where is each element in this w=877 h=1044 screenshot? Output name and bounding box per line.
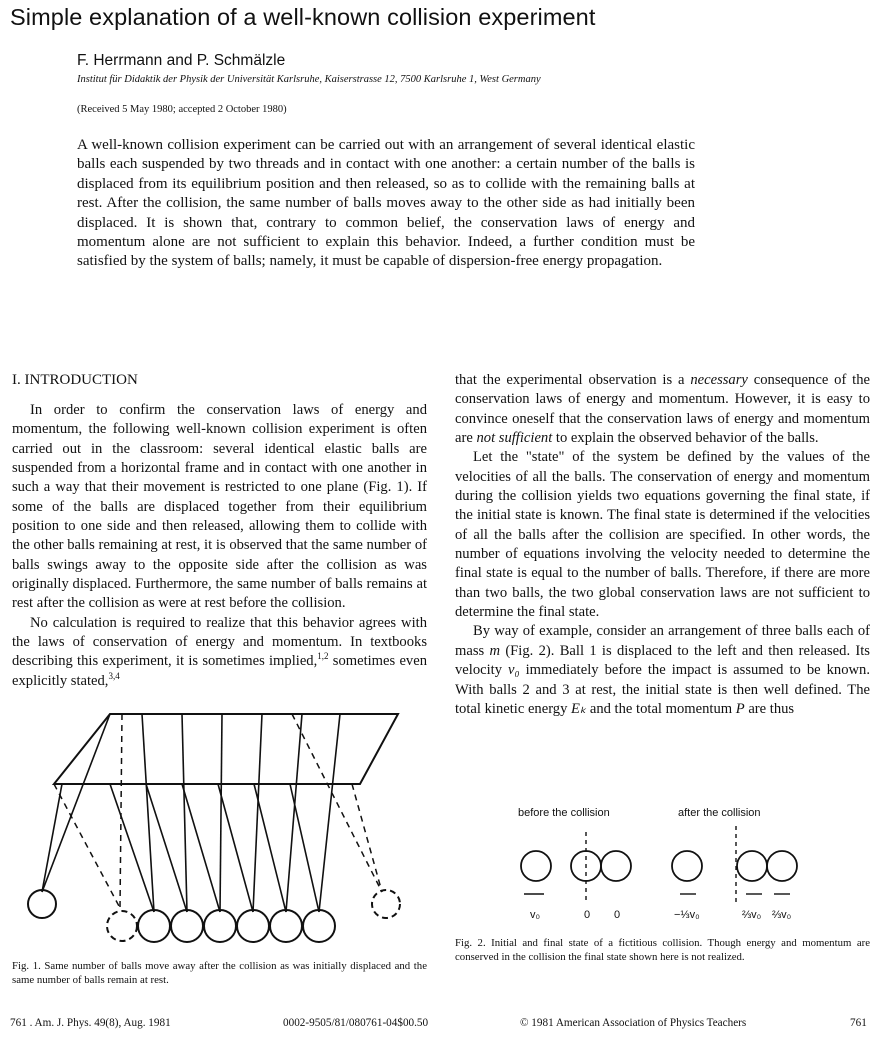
figure-1-caption: Fig. 1. Same number of balls move away after the collision as was initially displaced and the same number of balls remain at rest. <box>12 960 427 986</box>
text-run: are thus <box>744 700 795 717</box>
emphasis-not-sufficient: not sufficient <box>476 430 553 447</box>
ball-1-after <box>672 851 702 881</box>
text-run: By way of example, consider an arrangement of three balls each of mass <box>455 623 870 659</box>
dashed-ball-left <box>107 911 137 941</box>
abstract: A well-known collision experiment can be carried out with an arrangement of several identical elastic balls each suspended by two threads and in contact with one another: a certain number of the balls is displaced from its equilibrium position and then released, so as to collide with the remaining balls at rest. After the collision, the same number of balls moves away to the other side as had initially been displaced. It is shown that, contrary to common belief, the conservation laws of energy and momentum alone are not sufficient to explain this behavior. Indeed, a further condition must be satisfied by the system of balls; namely, it must be capable of dispersion-free energy propagation. <box>77 137 695 270</box>
text-run: to explain the observed behavior of the balls. <box>552 430 819 447</box>
intro-paragraph-2 <box>12 614 427 691</box>
resting-balls <box>138 910 335 942</box>
figure-2-caption: Fig. 2. Initial and final state of a fictitious collision. Though energy and momentum are conserved in the collision the final state shown here is not realized. <box>455 937 870 963</box>
dashed-ball-right <box>372 890 400 918</box>
ref-3-4: 3,4 <box>108 670 120 681</box>
ball-3-before <box>601 851 631 881</box>
symbol-v0: v₀ <box>508 662 520 679</box>
figure-1-cradle <box>22 712 422 950</box>
swung-ball-left <box>28 890 56 918</box>
ball-1-before <box>521 851 551 881</box>
text-run: immediately before the impact is assumed to be known. With balls 2 and 3 at rest, the initial state is then well defined. The total kinetic energy <box>455 662 870 717</box>
v-after-1: −⅓v₀ <box>674 909 700 921</box>
text-run: (Fig. 2). Ball 1 is displaced to the left and then released. Its velocity <box>455 642 870 679</box>
p2-text-a: No calculation is required to realize that this behavior agrees with the laws of conservation of energy and momentum. In textbooks describing this experiment, it is sometimes implied, <box>12 614 427 670</box>
emphasis-necessary: necessary <box>690 372 748 388</box>
dashed-threads <box>54 714 382 908</box>
v-before-1: v₀ <box>530 909 541 921</box>
received-dates: (Received 5 May 1980; accepted 2 October 1980) <box>77 104 287 115</box>
symbol-m: m <box>489 642 501 659</box>
v-after-2: ⅔v₀ <box>742 909 762 921</box>
col2-paragraph-3 <box>455 622 870 719</box>
intro-paragraph-1: In order to confirm the conservation laws of energy and momentum, the following well-known collision experiment is often carried out in the classroom: several identical elastic balls are suspended from a horizontal frame and in contact with one another in such a way that their movement is restricted to one plane (Fig. 1). If some of the balls are displaced together from their equilibrium position to one side and then released, allowing them to collide with the other balls remaining at rest, it is observed that the same number of balls swings away to the opposite side after the collision as was originally displaced. Furthermore, the same number of balls remains at rest after the collision as were at rest before the collision. <box>12 402 427 612</box>
col2-paragraph-1 <box>455 371 870 448</box>
text-run: and the total momentum <box>586 700 736 717</box>
p2-text-b: sometimes even explicitly stated, <box>12 653 427 689</box>
ball-3-after <box>767 851 797 881</box>
text-run: that the experimental observation is a <box>455 372 691 388</box>
article-title: Simple explanation of a well-known collision experiment <box>10 4 596 30</box>
label-after: after the collision <box>678 807 761 819</box>
v-after-3: ⅔v₀ <box>772 909 792 921</box>
footer-page-number: 761 <box>850 1017 867 1029</box>
label-before: before the collision <box>518 807 610 819</box>
right-column <box>455 371 870 719</box>
text-run: consequence of the conservation laws of energy and momentum. However, it is easy to convince oneself that the conservation laws of energy and momentum are <box>455 372 871 447</box>
footer-copyright: © 1981 American Association of Physics Teachers <box>520 1017 747 1029</box>
symbol-p: P <box>735 700 745 717</box>
section-heading: I. INTRODUCTION <box>12 372 138 388</box>
footer-code: 0002-9505/81/080761-04$00.50 <box>283 1017 429 1029</box>
affiliation: Institut für Didaktik der Physik der Universität Karlsruhe, Kaiserstrasse 12, 7500 Karlsruhe 1, West Germany <box>77 74 541 85</box>
v-before-2: 0 <box>584 909 591 921</box>
footer-journal: 761 . Am. J. Phys. 49(8), Aug. 1981 <box>10 1017 171 1029</box>
ref-1-2: 1,2 <box>317 651 329 662</box>
figure-2-collision <box>490 800 810 925</box>
authors: F. Herrmann and P. Schmälzle <box>77 52 286 69</box>
v-before-3: 0 <box>614 909 621 921</box>
ball-2-after <box>737 851 767 881</box>
symbol-ek: Eₖ <box>571 700 587 717</box>
left-column <box>12 401 427 691</box>
col2-paragraph-2: Let the "state" of the system be defined by the values of the velocities of all the balls. The conservation of energy and momentum during the collision yields two equations governing the final state, if the initial state is known. The final state is determined if the velocities of all the balls after the collision are specified. In other words, the number of equations involving the velocity needed to determine the final state is equal to the number of balls. Therefore, if there are more than two balls, the two global conservation laws are not sufficient to determine the final state. <box>455 449 870 621</box>
